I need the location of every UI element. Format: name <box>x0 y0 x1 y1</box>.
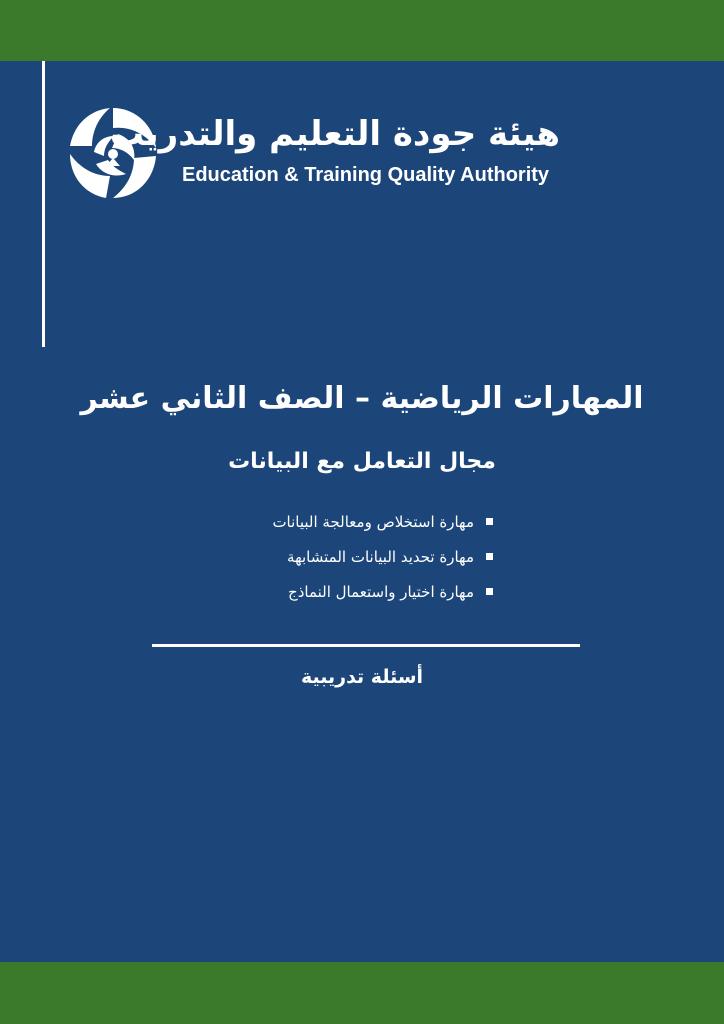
skill-label: مهارة اختيار واستعمال النماذج <box>288 583 474 601</box>
skills-list <box>200 506 496 611</box>
list-item <box>200 541 496 576</box>
horizontal-divider <box>152 644 580 647</box>
org-name-english: Education & Training Quality Authority <box>182 164 550 186</box>
list-item <box>200 506 496 541</box>
org-name-arabic: هيئة جودة التعليم والتدريب <box>109 114 560 154</box>
practice-questions-label: أسئلة تدريبية <box>300 666 424 688</box>
square-bullet-icon <box>486 518 493 525</box>
top-green-band <box>0 0 724 61</box>
bottom-green-band <box>0 962 724 1024</box>
skill-label: مهارة تحديد البيانات المتشابهة <box>287 548 474 566</box>
square-bullet-icon <box>486 553 493 560</box>
document-title: المهارات الرياضية – الصف الثاني عشر <box>80 381 644 416</box>
skill-label: مهارة استخلاص ومعالجة البيانات <box>272 513 474 531</box>
list-item <box>200 576 496 611</box>
square-bullet-icon <box>486 588 493 595</box>
document-subtitle: مجال التعامل مع البيانات <box>228 449 496 474</box>
vertical-divider <box>42 61 45 347</box>
